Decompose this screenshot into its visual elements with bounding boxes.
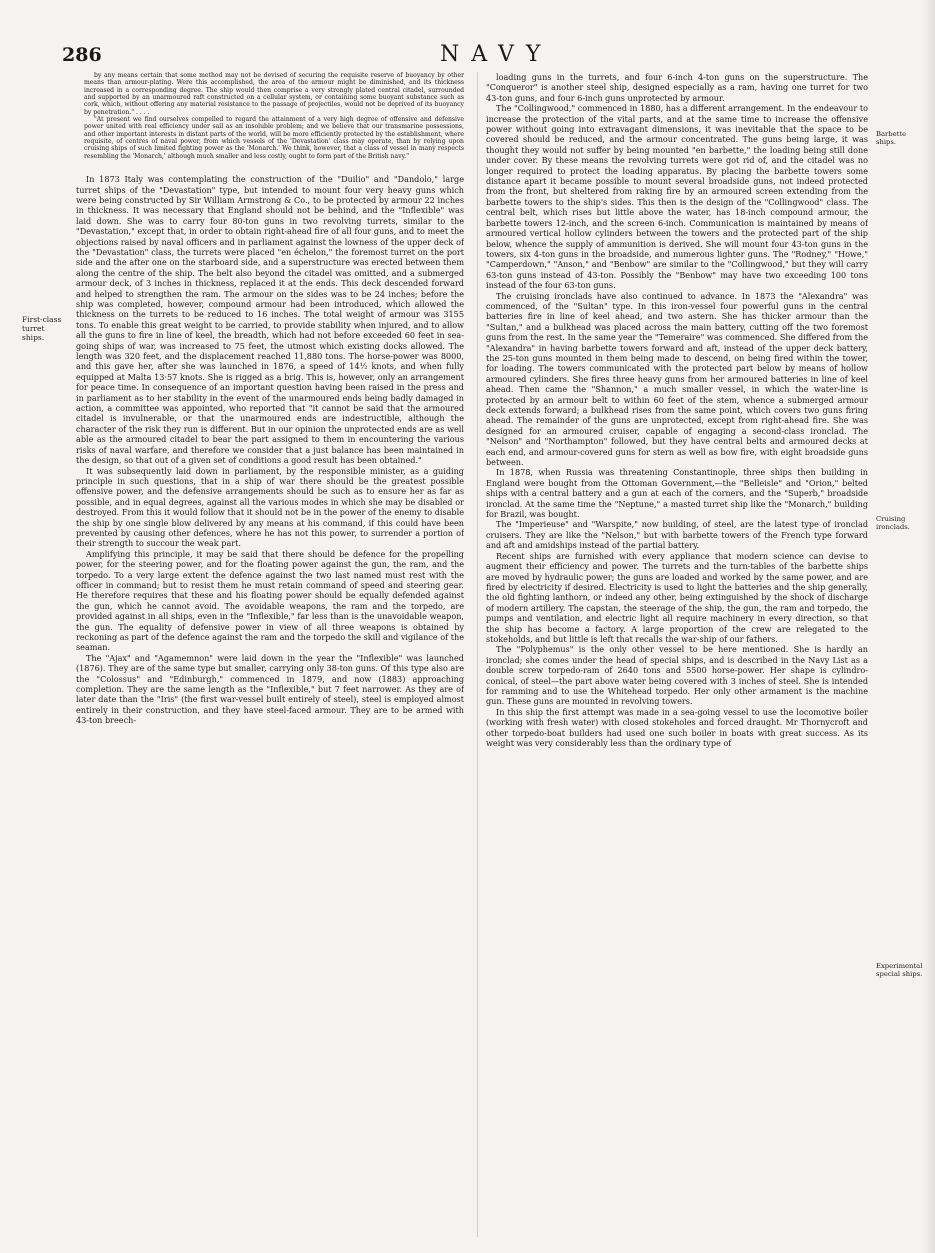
paragraph: Amplifying this principle, it may be said that there should be defence for the propelling power, for the steering power, and for the floating power against the gun, the ram, and the torpedo. To a very large extent the defence against the two last named must rest with the officer in command; but to resist them he must retain command of speed and steering gear. He therefore requires that these and his floating power should be equally defended against the gun, which he cannot avoid. The avoidable weapons, the ram and the torpedo, are provided against in all ships, even in the "Inflexible," far less than is the unavoidable weapon, the gun. The equality of defensive power in view of all three weapons is obtained by reckoning as part of the defence against the ram and the torpedo the skill and vigilance of the seaman. <box>76 548 464 653</box>
paragraph: Recent ships are furnished with every appliance that modern science can devise to augment their efficiency and power. The turrets and the turn-tables of the barbette ships are moved by hydraulic power; the guns are loaded and worked by the same power, and are fired by electricity if desired. Electricity is used to light the batteries and the ship generally, the old fighting lanthorn, or indeed any other, being extinguished by the shock of discharge of modern artillery. The capstan, the steerage of the ship, the gun, the ram and torpedo, the pumps and ventilation, and electric light all require machinery in every direction, so that the ship has become a factory. A large proportion of the crew are relegated to the stokeholds, and but little is left that recalls the war-ship of our fathers. <box>486 550 868 644</box>
quote-paragraph: by any means certain that some method may not be devised of securing the requisite reserve of buoyancy by other means than armour-plating. Were this accomplished, the area of the armour might be diminished, and its thickness increased in a corresponding degree. The ship would then comprise a very strongly plated central citadel, surrounded and supported by an unarmoured raft constructed on a cellular system, or containing some buoyant substance such as cork, which, without offering any material resistance to the passage of projectiles, would not be deprived of its buoyancy by penetration." . . . . <box>84 72 464 116</box>
column-divider <box>477 72 478 1237</box>
quoted-passage <box>76 72 464 160</box>
paragraph: In this ship the first attempt was made in a sea-going vessel to use the locomotive boiler (working with fresh water) with closed stokeholes and forced draught. Mr Thornycroft and other torpedo-boat builders had used one such boiler in boats with great success. As its weight was very considerably less than the ordinary type of <box>486 706 868 748</box>
left-body-text <box>76 174 464 726</box>
side-note-barbette: Barbette ships. <box>876 130 907 146</box>
paragraph: The "Imperieuse" and "Warspite," now building, of steel, are the latest type of ironclad cruisers. They are like the "Nelson," but with barbette towers of the French type forward and aft and amidships instead of the partial battery. <box>486 519 868 551</box>
side-note-cruising: Cruising ironclads. <box>876 515 910 531</box>
page-edge-shadow <box>923 0 935 1253</box>
quote-paragraph: "At present we find ourselves compelled to regard the attainment of a very high degree of offensive and defensive power united with real efficiency under sail as an insoluble problem; and we believe that our transmarine possessions, and other important interests in distant parts of the world, will be more efficiently protected by the establishment, where requisite, of centres of naval power, from which vessels of the 'Devastation' class may operate, than by relying upon cruising ships of such limited fighting power as the 'Monarch.' We think, however, that a class of vessel in many respects resembling the 'Monarch,' although much smaller and less costly, ought to form part of the British navy." <box>84 116 464 160</box>
paragraph: The cruising ironclads have also continued to advance. In 1873 the "Alexandra" was commenced, of the "Sultan" type. In this iron-vessel four powerful guns in the central batteries fire in line of keel ahead, and two astern. She has thicker armour than the "Sultan," and a bulkhead was placed across the main battery, cutting off the two foremost guns from the rest. In the same year the "Temeraire" was commenced. She differed from the "Alexandra" in having barbette towers forward and aft, instead of the upper deck battery, the 25-ton guns mounted in them being made to descend, on being fired within the tower, for loading. The towers communicated with the protected part below by means of hollow armoured cylinders. She fires three heavy guns from her armoured batteries in line of keel ahead. Then came the "Shannon," a much smaller vessel, in which the water-line is protected by an armour belt to within 60 feet of the stem, whence a submerged armour deck extends forward; a bulkhead rises from the same point, which covers two guns firing ahead. The remainder of the guns are unprotected, except from right-ahead fire. She was designed for an armoured cruiser, capable of engaging a second-class ironclad. The "Nelson" and "Northampton" followed, but they have central belts and armoured decks at each end, and armour-covered guns for stern as well as bow fire, with eight broadside guns between. <box>486 290 868 468</box>
paragraph: The "Collingwood," commenced in 1880, has a different arrangement. In the endeavour to increase the protection of the vital parts, and at the same time to increase the offensive power without going into extravagant dimensions, it was inevitable that the space to be covered should be reduced, and the armour concentrated. The guns being large, it was thought they would not suffer by being mounted "en barbette," the loading being still done under cover. By these means the revolving turrets were got rid of, and the citadel was no longer required to protect the loading apparatus. By placing the barbette towers some distance apart it became possible to mount several broadside guns, not indeed protected from the front, but sheltered from raking fire by an armoured screen extending from the barbette towers to the ship's sides. This then is the design of the "Collingwood" class. The central belt, which rises but little above the water, has 18-inch compound armour, the barbette towers 12-inch, and the screen 6-inch. Communication is maintained by means of armoured vertical hollow cylinders between the towers and the protected part of the ship below, whence the supply of ammunition is derived. She will mount four 43-ton guns in the towers, six 4-ton guns in the broadside, and numerous lighter guns. The "Rodney," "Howe," "Camperdown," "Anson," and "Benbow" are similar to the "Collingwood," but they will carry 63-ton guns instead of 43-ton. Possibly the "Benbow" may have two exceeding 100 tons instead of the four 63-ton guns. <box>486 103 868 291</box>
paragraph: In 1873 Italy was contemplating the construction of the "Duilio" and "Dandolo," large turret ships of the "Devastation" type, but intended to mount four very heavy guns which were being constructed by Sir William Armstrong & Co., to be protected by armour 22 inches in thickness. It was necessary that England should not be behind, and the "Inflexible" was laid down. She was to carry four 80-ton guns in two revolving turrets, similar to the "Devastation," except that, in order to obtain right-ahead fire of all four guns, and to meet the objections raised by naval officers and in parliament against the lowness of the upper deck of the "Devastation" class, the turrets were placed "en échelon," the foremost turret on the port side and the after one on the starboard side, and a superstructure was erected between them along the centre of the ship. The belt also beyond the citadel was omitted, and a submerged armour deck, of 3 inches in thickness, replaced it at the ends. This deck descended forward and helped to strengthen the ram. The armour on the sides was to be 24 inches; before the ship was completed, however, compound armour had been introduced, which allowed the thickness on the turrets to be reduced to 16 inches. The total weight of armour was 3155 tons. To enable this great weight to be carried, to provide stability when injured, and to allow all the guns to fire in line of keel, the breadth, which had not before exceeded 60 feet in sea-going ships of war, was increased to 75 feet, the utmost which existing docks allowed. The length was 320 feet, and the displacement reached 11,880 tons. The horse-power was 8000, and this gave her, after she was launched in 1876, a speed of 14½ knots, and when fully equipped at Malta 13·57 knots. She is rigged as a brig. This is, however, only an arrangement for peace time. In consequence of an important question having been raised in the press and in parliament as to her stability in the event of the unarmoured ends being badly damaged in action, a committee was appointed, who reported that "it cannot be said that the armoured citadel is invulnerable, or that the unarmoured ends are indestructible, although the character of the risk they run is different. But in our opinion the unprotected ends are as well able as the armoured citadel to bear the part assigned to them in encountering the various risks of naval warfare, and therefore we consider that a just balance has been maintained in the design, so that out of a given set of conditions a good result has been obtained." <box>76 174 464 466</box>
page-header <box>62 34 882 74</box>
side-note-first-class: First-class turret ships. <box>22 315 62 342</box>
paragraph: The "Ajax" and "Agamemnon" were laid down in the year the "Inflexible" was launched (1876). They are of the same type but smaller, carrying only 38-ton guns. Of this type also are the "Colossus" and "Edinburgh," commenced in 1879, and now (1883) approaching completion. They are the same length as the "Inflexible," but 7 feet narrower. As they are of later date than the "Iris" (the first war-vessel built entirely of steel), steel is employed almost entirely in their construction, and they have steel-faced armour. They are to be armed with 43-ton breech- <box>76 652 464 726</box>
paragraph: loading guns in the turrets, and four 6-inch 4-ton guns on the superstructure. The "Conqueror" is another steel ship, designed especially as a ram, having one turret for two 43-ton guns, and four 6-inch guns unprotected by armour. <box>486 72 868 103</box>
paragraph: The "Polyphemus" is the only other vessel to be here mentioned. She is hardly an ironclad; she comes under the head of special ships, and is described in the Navy List as a double screw torpedo-ram of 2640 tons and 5500 horse-power. Her shape is cylindro-conical, of steel—the part above water being covered with 3 inches of steel. She is intended for ramming and to use the Whitehead torpedo. Her only other armament is the machine gun. These guns are mounted in revolving towers. <box>486 644 868 707</box>
paragraph: It was subsequently laid down in parliament, by the responsible minister, as a guiding principle in such questions, that in a ship of war there should be the greatest possible offensive power, and the defensive arrangements should be such as to ensure her as far as possible, and in equal degrees, against all the various modes in which she may be disabled or destroyed. From this it would follow that it should not be in the power of the enemy to disable the ship by one single blow delivered by any means at his command, if this could have been prevented by causing other defences, where he has not this power, to surrender a portion of their strength to succour the weak part. <box>76 465 464 549</box>
right-column <box>486 72 868 1237</box>
right-body-text <box>486 72 868 748</box>
paragraph: In 1878, when Russia was threatening Constantinople, three ships then building in England were bought from the Ottoman Government,—the "Belleisle" and "Orion," belted ships with a central battery and a gun at each of the corners, and the "Superb," broadside ironclad. At the same time the "Neptune," a masted turret ship like the "Monarch," building for Brazil, was bought. <box>486 467 868 520</box>
running-title: NAVY <box>440 42 553 67</box>
left-column <box>76 72 464 1237</box>
page-number: 286 <box>62 44 102 66</box>
side-note-experimental: Experimental special ships. <box>876 962 923 978</box>
